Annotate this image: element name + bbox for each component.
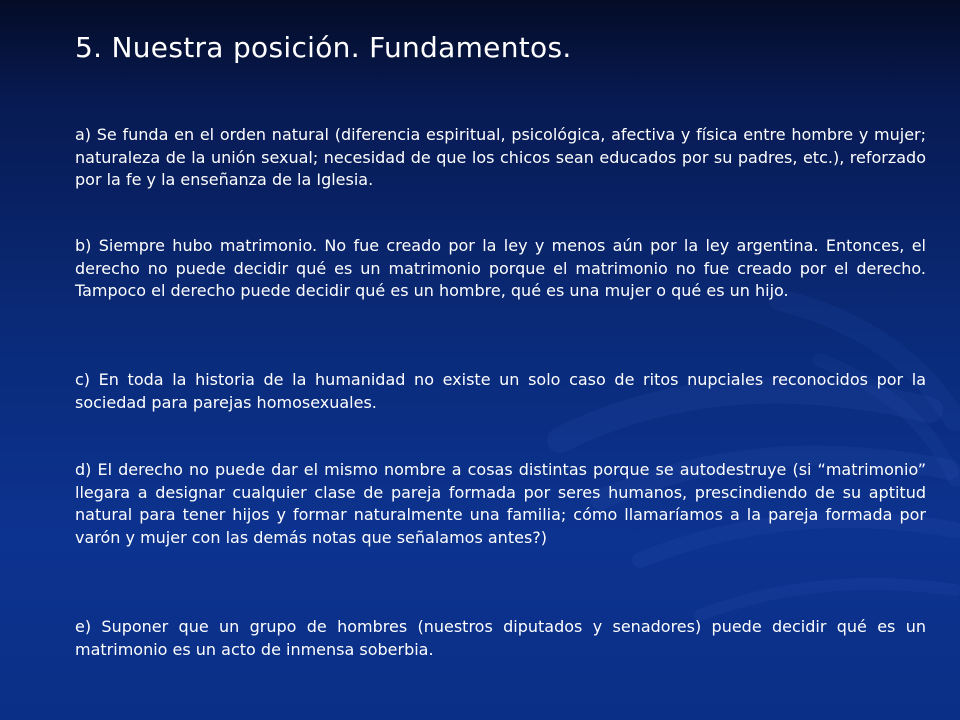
paragraph-d: d) El derecho no puede dar el mismo nombre a cosas distintas porque se autodestruye (si “matrimonio” llegara a designar cualquier clase de pareja formada por seres humanos, prescindiendo de su aptitud natural para tener hijos y formar naturalmente una familia; cómo llamaríamos a la pareja formada por varón y mujer con las demás notas que señalamos antes?): [75, 460, 926, 547]
paragraph-e: e) Suponer que un grupo de hombres (nuestros diputados y senadores) puede decidir qué es un matrimonio es un acto de inmensa soberbia.: [75, 617, 926, 659]
paragraph-a: a) Se funda en el orden natural (diferencia espiritual, psicológica, afectiva y física entre hombre y mujer; naturaleza de la unión sexual; necesidad de que los chicos sean educados por su padres, etc.), reforzado por la fe y la enseñanza de la Iglesia.: [75, 125, 926, 189]
paragraph-c: c) En toda la historia de la humanidad no existe un solo caso de ritos nupciales reconocidos por la sociedad para parejas homosexuales.: [75, 370, 926, 412]
paragraph-b: b) Siempre hubo matrimonio. No fue creado por la ley y menos aún por la ley argentina. Entonces, el derecho no puede decidir qué es un matrimonio porque el matrimonio no fue creado por el derecho. Tampoco el derecho puede decidir qué es un hombre, qué es una mujer o qué es un hijo.: [75, 236, 926, 300]
slide-title: 5. Nuestra posición. Fundamentos.: [75, 31, 572, 64]
